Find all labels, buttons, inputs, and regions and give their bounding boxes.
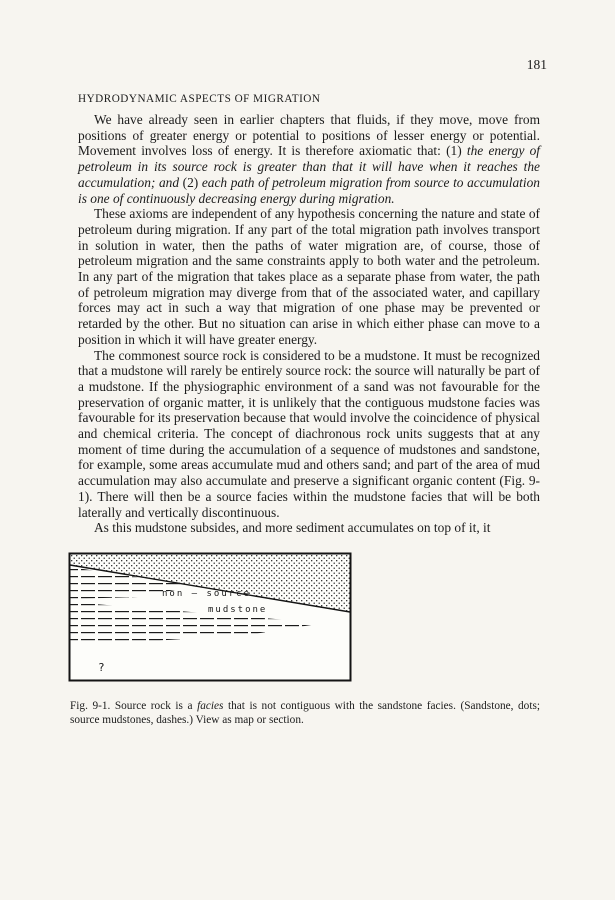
paragraph-1-text: We have already seen in earlier chapters that fluids, if they move, move from positions of greater energy or potential to positions of lesser energy or potential. Movement involves loss of energy. It is therefore axiomatic that: (1) [78, 112, 540, 159]
label-question-mark: ? [98, 660, 105, 674]
caption-italic-facies: facies [197, 699, 224, 712]
label-mudstone: mudstone [208, 604, 268, 615]
paragraph-4: As this mudstone subsides, and more sediment accumulates on top of it, it [94, 520, 491, 536]
paragraph-3: The commonest source rock is considered to be a mudstone. It must be recognized that a mudstone will rarely be entirely source rock: the source will naturally be part of a mudstone. If the physiographic environment of a sand was not favourable for the preservation of organic matter, it is unlikely that the contiguous mudstone facies was favourable for its preservation because that would involve the coincidence of physical and chemical criteria. The concept of diachronous rock units suggests that at any moment of time during the accumulation of a sequence of mudstones and sandstone, for example, some areas accumulate mud and others sand; and part of the area of mud accumulation may also accumulate and preserve a significant organic content (Fig. 9-1). There will then be a source facies within the mudstone facies that will be both laterally and vertically discontinuous. [78, 347, 540, 520]
body-text [70, 112, 540, 727]
paragraph-1 [78, 112, 540, 206]
caption-text-2: that is not contiguous with the sandstone facies. (Sandstone, dots; source mudstones, dashes.) View as map or section. [70, 699, 540, 726]
paragraph-1-italic-axiom-2: each path of petroleum migration from source to accumulation is one of continuously decreasing energy during migration. [78, 174, 540, 206]
figure-caption [70, 699, 540, 727]
paragraph-1-text-2: (2) [179, 174, 202, 190]
figure-9-1 [68, 552, 352, 686]
running-head: HYDRODYNAMIC ASPECTS OF MIGRATION [78, 93, 321, 105]
label-non-source: non – source [162, 588, 252, 599]
paragraph-1-italic-axiom-1: the energy of petroleum in its source rock is greater than that it will have when it reaches the accumulation; and [78, 143, 540, 190]
page-number: 181 [526, 57, 547, 72]
caption-text: Fig. 9-1. Source rock is a [70, 699, 198, 712]
figure-9-1-diagram [68, 552, 352, 682]
paragraph-2: These axioms are independent of any hypothesis concerning the nature and state of petroleum during migration. If any part of the total migration path involves transport in solution in water, then the paths of water migration are, of course, those of petroleum migration and the same constraints apply to both water and the petroleum. In any part of the migration that takes place as a separate phase from water, the path of petroleum migration may diverge from that of the associated water, and capillary forces may act in such a way that migration of one phase may be prevented or retarded by the other. But no situation can arise in which either phase can move to a position in which it will have greater energy. [78, 206, 540, 347]
